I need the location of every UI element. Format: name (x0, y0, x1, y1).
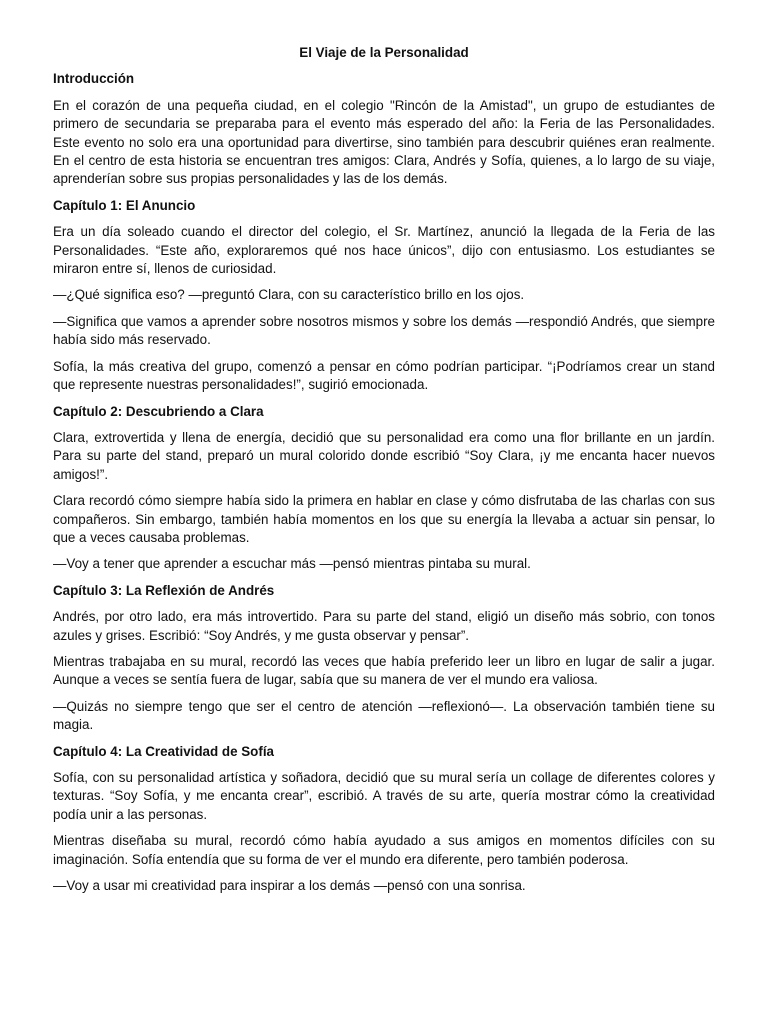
paragraph: —Voy a usar mi creatividad para inspirar a los demás —pensó con una sonrisa. (53, 878, 526, 894)
paragraph: Andrés, por otro lado, era más introvertido. Para su parte del stand, eligió un diseño más sobrio, con tonos azules y grises. Escribió: “Soy Andrés, y me gusta observar y pensar”. (53, 609, 715, 643)
section-heading: Introducción (53, 71, 135, 87)
document-page (53, 44, 715, 903)
paragraph: Clara recordó cómo siempre había sido la primera en hablar en clase y cómo disfrutaba de las charlas con sus compañeros. Sin embargo, también había momentos en los que su energía la llevaba a actuar sin pensar, lo que a veces causaba problemas. (53, 493, 715, 545)
paragraph: Mientras diseñaba su mural, recordó cómo había ayudado a sus amigos en momentos difíciles con su imaginación. Sofía entendía que su forma de ver el mundo era diferente, pero también poderosa. (53, 833, 715, 867)
paragraph: En el corazón de una pequeña ciudad, en el colegio "Rincón de la Amistad", un grupo de estudiantes de primero de secundaria se preparaba para el evento más esperado del año: la Feria de las Personalidades. Este evento no solo era una oportunidad para divertirse, sino también para descubrir quiénes eran realmente. En el centro de esta historia se encuentran tres amigos: Clara, Andrés y Sofía, quienes, a lo largo de su viaje, aprenderían sobre sus propias personalidades y las de los demás. (53, 97, 715, 187)
paragraph: Mientras trabajaba en su mural, recordó las veces que había preferido leer un libro en lugar de salir a jugar. Aunque a veces se sentía fuera de lugar, sabía que su manera de ver el mundo era valiosa. (53, 653, 715, 688)
paragraph: Clara, extrovertida y llena de energía, decidió que su personalidad era como una flor brillante en un jardín. Para su parte del stand, preparó un mural colorido donde escribió “Soy Clara, ¡y me encanta hacer nuevos amigos!”. (53, 429, 715, 482)
paragraph: Era un día soleado cuando el director del colegio, el Sr. Martínez, anunció la llegada de la Feria de las Personalidades. “Este año, exploraremos qué nos hace únicos”, dijo con entusiasmo. Los estudiantes se miraron entre sí, llenos de curiosidad. (53, 224, 715, 277)
section-heading: Capítulo 3: La Reflexión de Andrés (53, 582, 275, 598)
paragraph: Sofía, la más creativa del grupo, comenzó a pensar en cómo podrían participar. “¡Podríamos crear un stand que represente nuestras personalidades!”, sugirió emocionada. (53, 358, 715, 393)
paragraph: —Voy a tener que aprender a escuchar más —pensó mientras pintaba su mural. (53, 556, 531, 572)
paragraph: —Quizás no siempre tengo que ser el centro de atención —reflexionó—. La observación también tiene su magia. (53, 698, 715, 733)
section-heading: Capítulo 1: El Anuncio (53, 197, 196, 213)
document-title: El Viaje de la Personalidad (299, 45, 469, 60)
section-heading: Capítulo 4: La Creatividad de Sofía (53, 743, 274, 759)
document-body (53, 70, 715, 895)
paragraph: —Significa que vamos a aprender sobre nosotros mismos y sobre los demás —respondió Andrés, que siempre había sido más reservado. (53, 313, 715, 348)
paragraph: Sofía, con su personalidad artística y soñadora, decidió que su mural sería un collage de diferentes colores y texturas. “Soy Sofía, y me encanta crear”, escribió. A través de su arte, quería mostrar cómo la creatividad podía unir a las personas. (53, 770, 715, 822)
paragraph: —¿Qué significa eso? —preguntó Clara, con su característico brillo en los ojos. (53, 287, 525, 303)
section-heading: Capítulo 2: Descubriendo a Clara (53, 403, 264, 419)
